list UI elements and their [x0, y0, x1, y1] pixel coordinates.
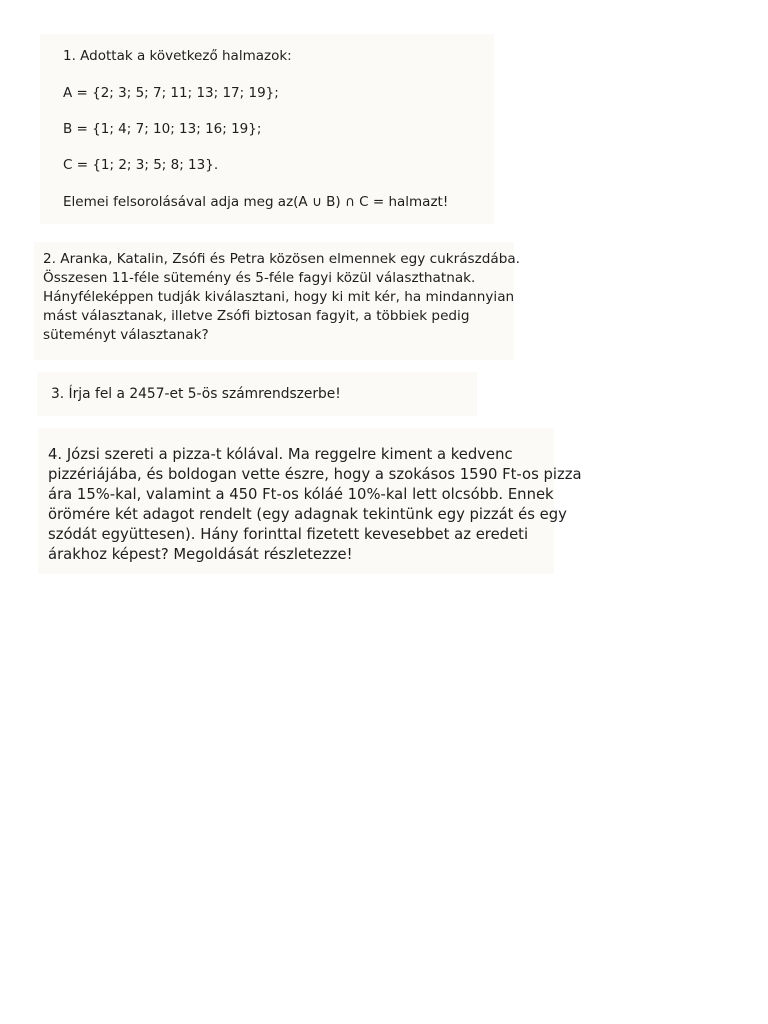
set-b: B = {1; 4; 7; 10; 13; 16; 19}; [63, 121, 262, 137]
problem-1-title: 1. Adottak a következő halmazok: [63, 48, 292, 64]
problem-3-card [37, 372, 477, 416]
problem-2-line: Hányféleképpen tudják kiválasztani, hogy ki mit kér, ha mindannyian [43, 289, 515, 305]
problem-1-question: Elemei felsorolásával adja meg az(A ∪ B) ∩ C = halmazt! [63, 194, 449, 210]
set-c: C = {1; 2; 3; 5; 8; 13}. [63, 157, 219, 173]
problem-2-line: Összesen 11-féle sütemény és 5-féle fagyi közül választhatnak. [43, 270, 476, 286]
problem-4-line: örömére két adagot rendelt (egy adagnak tekintünk egy pizzát és egy [48, 506, 567, 523]
problem-4-card [38, 428, 582, 574]
problem-4-line: 4. Józsi szereti a pizza-t kólával. Ma reggelre kiment a kedvenc [48, 446, 513, 463]
problem-3-text: 3. Írja fel a 2457-et 5-ös számrendszerbe! [51, 386, 341, 402]
set-a: A = {2; 3; 5; 7; 11; 13; 17; 19}; [63, 85, 279, 101]
problem-4-line: szódát együttesen). Hány forinttal fizetett kevesebbet az eredeti [48, 526, 529, 543]
problem-2-line: 2. Aranka, Katalin, Zsófi és Petra közösen elmennek egy cukrászdába. [43, 251, 520, 267]
problem-1-card [40, 34, 494, 224]
problem-4-line: pizzériájába, és boldogan vette észre, hogy a szokásos 1590 Ft-os pizza [48, 466, 582, 483]
problem-2-card [34, 242, 520, 360]
problem-4-line: ára 15%-kal, valamint a 450 Ft-os kóláé 10%-kal lett olcsóbb. Ennek [48, 486, 554, 503]
problem-2-line: mást választanak, illetve Zsófi biztosan fagyit, a többiek pedig [43, 308, 470, 324]
problem-2-line: süteményt választanak? [43, 327, 209, 343]
problem-4-line: árakhoz képest? Megoldását részletezze! [48, 546, 353, 563]
